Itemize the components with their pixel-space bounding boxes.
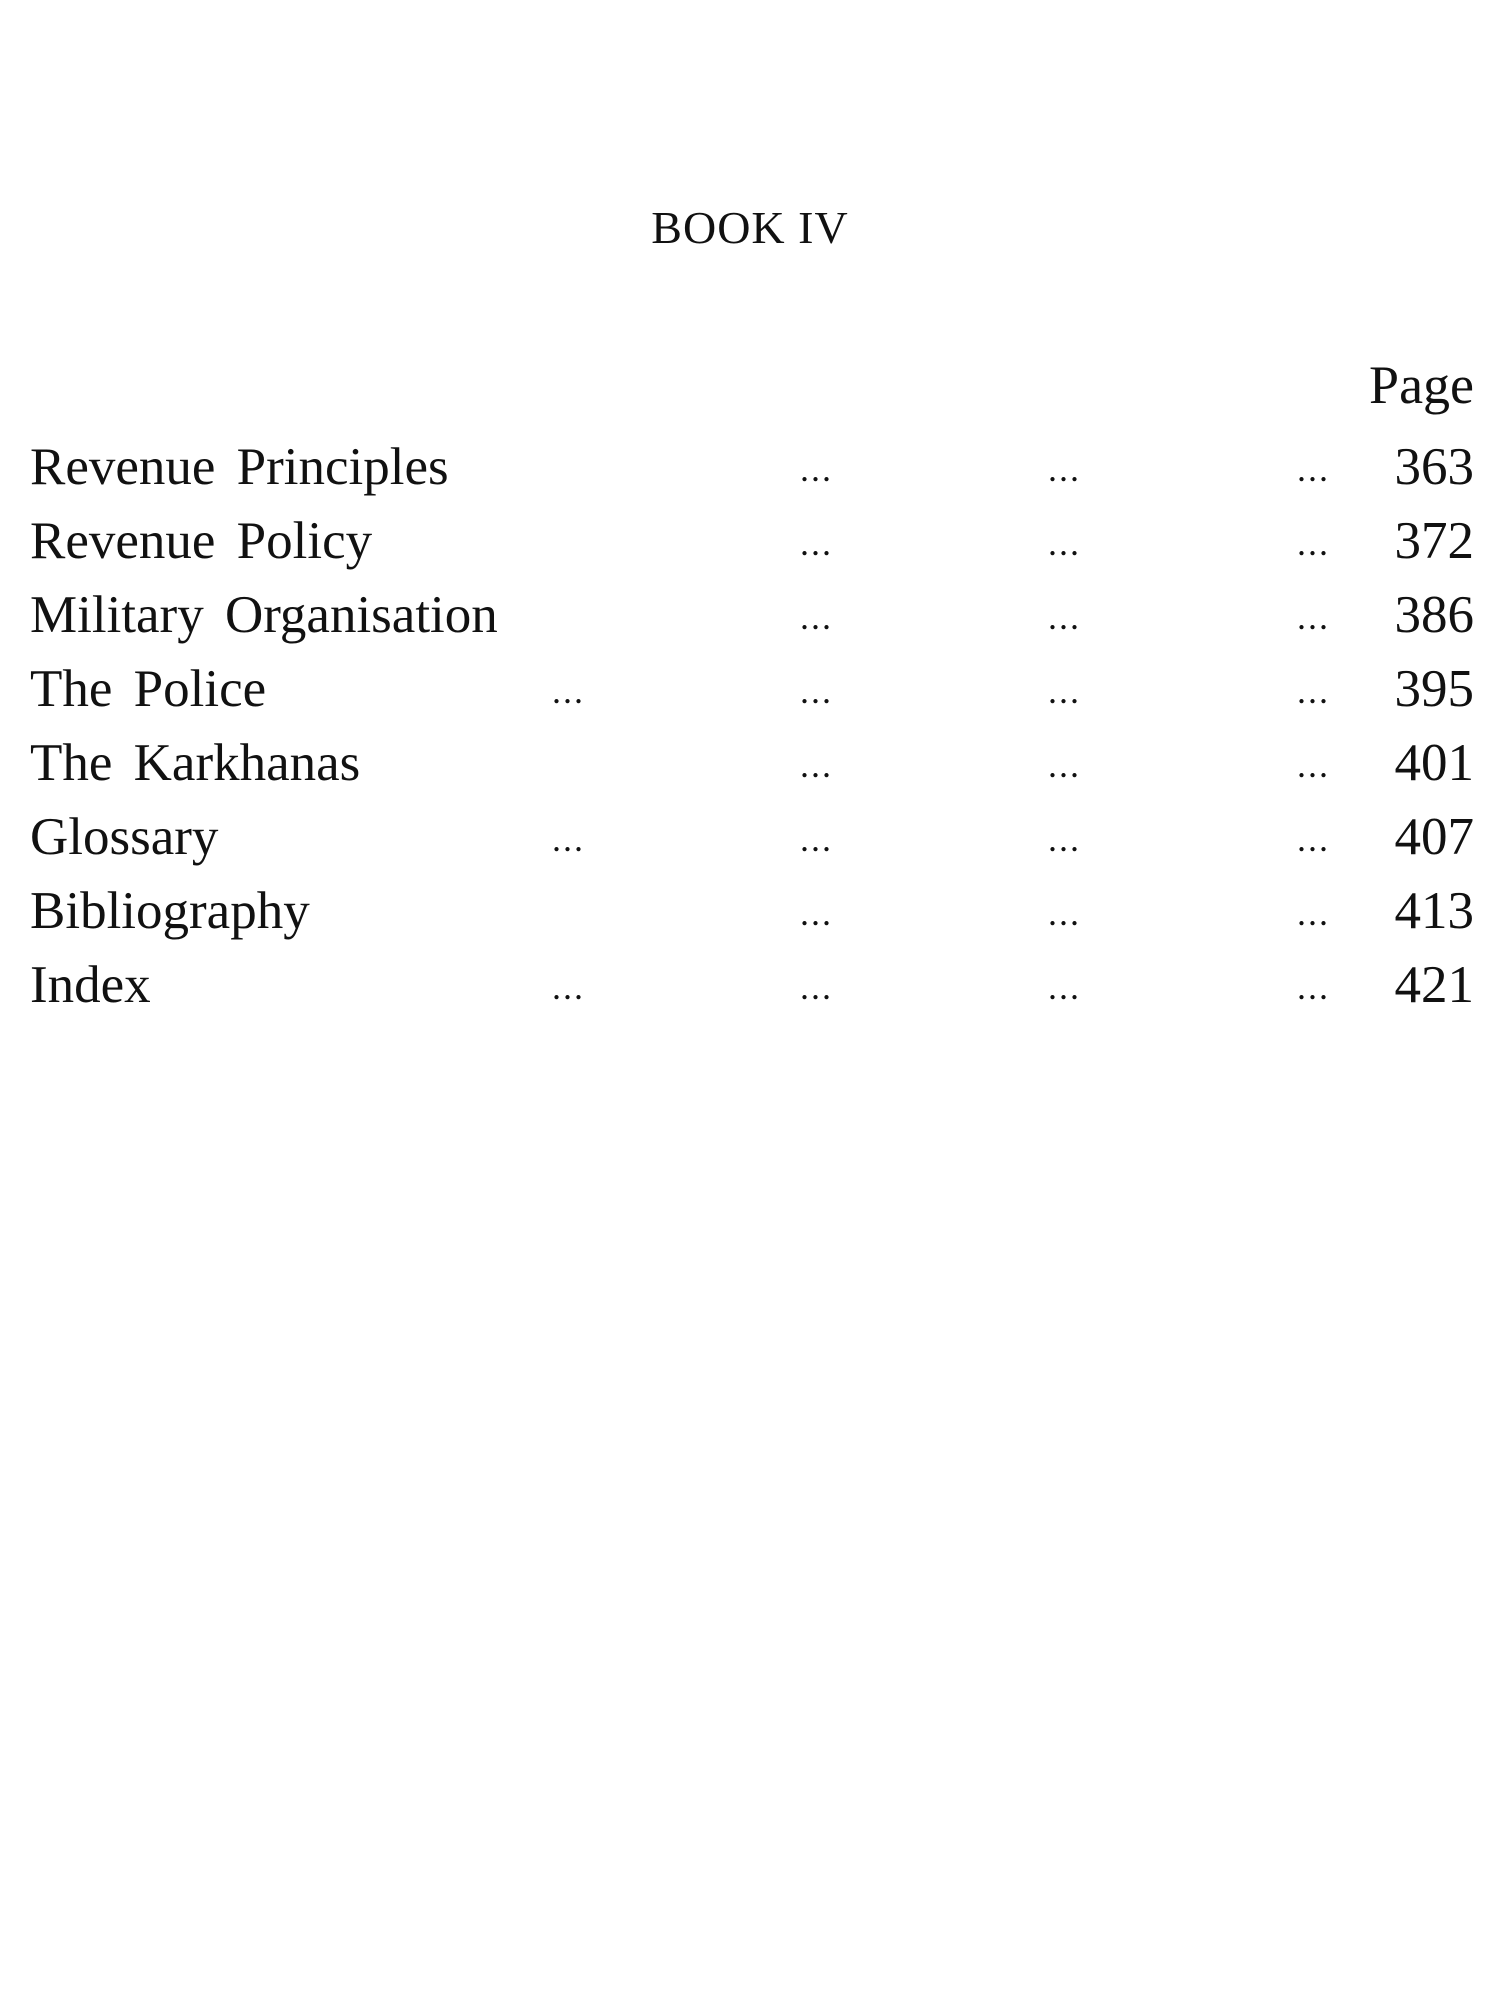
toc-entry-title: Bibliography — [30, 882, 310, 940]
leader-dots: ... — [1048, 523, 1081, 563]
leader-dots: ... — [800, 671, 833, 711]
leader-dots: ... — [800, 967, 833, 1007]
leader-dots: ... — [1297, 523, 1330, 563]
toc-entry-page: 363 — [1394, 438, 1474, 496]
toc-entry — [0, 807, 1500, 881]
toc-entry-page: 413 — [1394, 882, 1474, 940]
leader-dots: ... — [1297, 967, 1330, 1007]
leader-dots: ... — [800, 597, 833, 637]
toc-entry — [0, 881, 1500, 955]
leader-dots: ... — [552, 819, 585, 859]
leader-dots: ... — [800, 745, 833, 785]
leader-dots: ... — [1297, 671, 1330, 711]
toc-entry-title: Glossary — [30, 808, 219, 866]
book-heading: BOOK IV — [651, 202, 849, 253]
leader-dots: ... — [1048, 745, 1081, 785]
toc-entry-page: 395 — [1394, 660, 1474, 718]
table-of-contents — [0, 437, 1500, 1029]
leader-dots: ... — [1048, 967, 1081, 1007]
toc-entry — [0, 733, 1500, 807]
toc-entry — [0, 437, 1500, 511]
leader-dots: ... — [552, 967, 585, 1007]
toc-entry-title: The Karkhanas — [30, 734, 361, 792]
leader-dots: ... — [552, 671, 585, 711]
page-column-label: Page — [1369, 355, 1474, 415]
leader-dots: ... — [800, 893, 833, 933]
toc-entry-title: Revenue Policy — [30, 512, 373, 570]
leader-dots: ... — [800, 449, 833, 489]
toc-entry — [0, 511, 1500, 585]
leader-dots: ... — [1297, 449, 1330, 489]
toc-entry-title: Index — [30, 956, 151, 1014]
toc-entry — [0, 955, 1500, 1029]
toc-entry — [0, 585, 1500, 659]
toc-entry — [0, 659, 1500, 733]
leader-dots: ... — [800, 523, 833, 563]
leader-dots: ... — [1048, 819, 1081, 859]
toc-entry-page: 407 — [1394, 808, 1474, 866]
leader-dots: ... — [1048, 671, 1081, 711]
toc-entry-page: 421 — [1394, 956, 1474, 1014]
leader-dots: ... — [1297, 597, 1330, 637]
toc-entry-page: 401 — [1394, 734, 1474, 792]
leader-dots: ... — [1048, 449, 1081, 489]
leader-dots: ... — [1297, 819, 1330, 859]
toc-entry-page: 372 — [1394, 512, 1474, 570]
toc-entry-page: 386 — [1394, 586, 1474, 644]
toc-entry-title: Revenue Principles — [30, 438, 449, 496]
leader-dots: ... — [1048, 597, 1081, 637]
leader-dots: ... — [1048, 893, 1081, 933]
leader-dots: ... — [800, 819, 833, 859]
toc-entry-title: Military Organisation — [30, 586, 498, 644]
toc-entry-title: The Police — [30, 660, 267, 718]
leader-dots: ... — [1297, 893, 1330, 933]
leader-dots: ... — [1297, 745, 1330, 785]
